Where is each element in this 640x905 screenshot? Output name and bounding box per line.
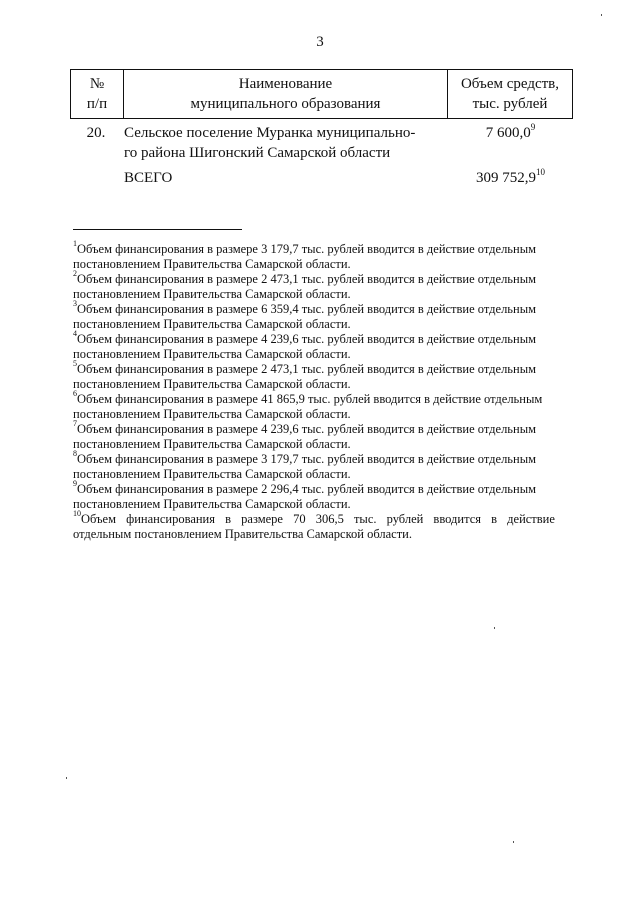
footnote-ref: 3 [73, 298, 77, 308]
footnote-text-line-1: Объем финансирования в размере 41 865,9 тыс. рублей вводится в действие отдельным [77, 392, 543, 406]
footnote-text-line-1: Объем финансирования в размере 70 306,5 тыс. рублей вводится в действие [81, 512, 555, 526]
total-amount-value: 309 752,9 [476, 170, 536, 186]
footnote-text-line-2: отдельным постановлением Правительства Самарской области. [73, 527, 412, 541]
header-amount-line-1: Объем средств, [460, 76, 560, 92]
row-name-line-2: го района Шигонский Самарской области [124, 145, 391, 161]
footnote-ref: 8 [73, 448, 77, 458]
footnote [73, 418, 569, 452]
footnote-text-line-1: Объем финансирования в размере 2 296,4 тыс. рублей вводится в действие отдельным [77, 482, 537, 496]
total-footnote-ref: 10 [536, 167, 545, 177]
header-amount-line-2: тыс. рублей [472, 96, 548, 112]
footnote-text-line-2: постановлением Правительства Самарской области. [73, 467, 351, 481]
footnote-ref: 7 [73, 418, 77, 428]
footnotes [73, 238, 569, 542]
footnote-text-line-2: постановлением Правительства Самарской области. [73, 407, 351, 421]
footnote-text-line-2: постановлением Правительства Самарской области. [73, 437, 351, 451]
header-name [124, 70, 448, 118]
footnote [73, 388, 569, 422]
table-total-row [70, 168, 573, 188]
footnote-text-line-1: Объем финансирования в размере 2 473,1 тыс. рублей вводится в действие отдельным [77, 362, 537, 376]
table-row [70, 123, 573, 163]
header-name-line-2: муниципального образования [190, 96, 381, 112]
footnote-separator [73, 229, 242, 230]
scan-speck [494, 627, 495, 629]
footnote-ref: 10 [73, 508, 81, 518]
header-number [70, 70, 124, 118]
total-label: ВСЕГО [124, 170, 173, 186]
footnote-text-line-1: Объем финансирования в размере 2 473,1 тыс. рублей вводится в действие отдельным [77, 272, 537, 286]
scan-speck [513, 841, 514, 843]
scan-speck [66, 777, 67, 779]
footnote-text-line-2: постановлением Правительства Самарской области. [73, 287, 351, 301]
page-number: 3 [316, 34, 324, 50]
row-name [124, 123, 454, 163]
footnote-text-line-1: Объем финансирования в размере 3 179,7 тыс. рублей вводится в действие отдельным [77, 242, 537, 256]
footnote [73, 448, 569, 482]
header-name-line-1: Наименование [238, 76, 333, 92]
footnote-text-line-1: Объем финансирования в размере 6 359,4 тыс. рублей вводится в действие отдельным [77, 302, 537, 316]
footnote-ref: 2 [73, 268, 77, 278]
header-number-line-2: п/п [86, 96, 108, 112]
footnote-text-line-1: Объем финансирования в размере 4 239,6 тыс. рублей вводится в действие отдельным [77, 422, 537, 436]
footnote [73, 298, 569, 332]
footnote-text-line-2: постановлением Правительства Самарской области. [73, 377, 351, 391]
footnote-text-line-2: постановлением Правительства Самарской области. [73, 347, 351, 361]
footnote [73, 328, 569, 362]
footnote [73, 508, 569, 542]
row-amount [448, 123, 573, 143]
footnote-ref: 1 [73, 238, 77, 248]
footnote-text-line-2: постановлением Правительства Самарской области. [73, 317, 351, 331]
footnote-ref: 5 [73, 358, 77, 368]
footnote-text-line-2: постановлением Правительства Самарской области. [73, 497, 351, 511]
footnote [73, 238, 569, 272]
footnote [73, 268, 569, 302]
footnote-ref: 6 [73, 388, 77, 398]
footnote [73, 478, 569, 512]
table-header [70, 69, 573, 119]
footnote-text-line-2: постановлением Правительства Самарской области. [73, 257, 351, 271]
footnote-text-line-1: Объем финансирования в размере 4 239,6 тыс. рублей вводится в действие отдельным [77, 332, 537, 346]
header-number-line-1: № [89, 76, 105, 92]
footnote-ref: 9 [73, 478, 77, 488]
row-number: 20. [86, 125, 106, 141]
row-name-line-1: Сельское поселение Муранка муниципально- [124, 125, 416, 141]
row-amount-value: 7 600,0 [485, 125, 531, 141]
footnote-text-line-1: Объем финансирования в размере 3 179,7 тыс. рублей вводится в действие отдельным [77, 452, 537, 466]
footnote [73, 358, 569, 392]
footnote-ref: 4 [73, 328, 77, 338]
row-amount-footnote-ref: 9 [530, 122, 536, 132]
scan-speck [601, 14, 602, 16]
header-amount [448, 70, 573, 118]
total-amount [448, 168, 573, 188]
